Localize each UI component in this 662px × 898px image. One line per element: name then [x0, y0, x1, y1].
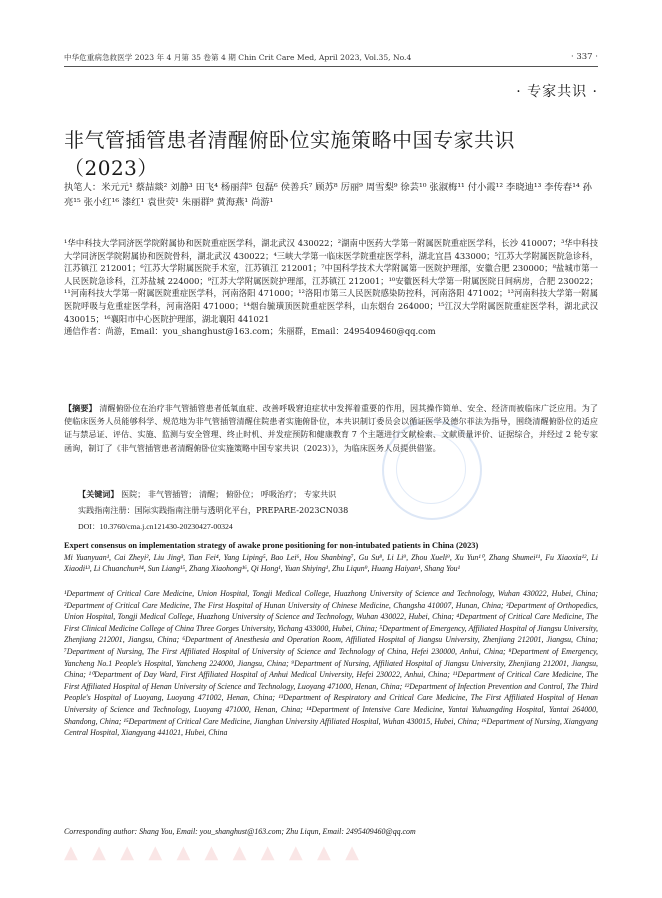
guideline-registration: 实践指南注册：国际实践指南注册与透明化平台，PREPARE-2023CN038	[78, 505, 349, 515]
affiliations-en: ¹Department of Critical Care Medicine, Union Hospital, Tongji Medical College, Huazhong University of Science and Technology, Wuhan 430022, Hubei, China; ²Department of Critical Care Medicine, The First Hospital of Hunan University of Chinese Medicine, Changsha 410007, Hunan, China; ³Department of Orthopedics, Union Hospital, Tongji Medical College, Huazhong University of Science and Technology, Wuhan 430022, Hubei, China; ⁴Department of Critical Care Medicine, The First Clinical Medicine College of China Three Gorges University, Yichang 433000, Hubei, China; ⁵Department of Emergency, Affiliated Hospital of Jiangsu University, Zhenjiang 212001, Jiangsu, China; ⁶Department of Anesthesia and Operation Room, Affiliated Hospital of Jiangsu University, Zhenjiang 212001, Jiangsu, China; ⁷Department of Nursing, The First Affiliated Hospital of University of Science and Technology of China, Hefei 230000, Anhui, China; ⁸Department of Emergency, Yancheng No.1 People's Hospital, Yancheng 224000, Jiangsu, China; ⁹Department of Nursing, Affiliated Hospital of Jiangsu University, Zhenjiang 212001, Jiangsu, China; ¹⁰Department of Day Ward, First Affiliated Hospital of Anhui Medical University, Hefei 230022, Anhui, China; ¹¹Department of Critical Care Medicine, The First Affiliated Hospital of Henan University of Science and Technology, Luoyang 471000, Henan, China; ¹²Department of Infection Prevention and Control, The Third People's Hospital of Luoyang, Luoyang 471002, Henan, China; ¹³Department of Respiratory and Critical Care Medicine, The First Affiliated Hospital of Henan University of Science and Technology, Luoyang 471000, Henan, China; ¹⁴Department of Intensive Care Medicine, Yantai Yuhuangding Hospital, Yantai 264000, Shandong, China; ¹⁵Department of Critical Care Medicine, Jianghan University Affiliated Hospital, Wuhan 430015, Hubei, China; ¹⁶Department of Nursing, Xiangyang Central Hospital, Xiangyang 441021, Hubei, China	[64, 589, 598, 738]
abstract-label: 【摘要】	[64, 403, 97, 413]
page-number: · 337 ·	[570, 52, 598, 62]
keywords-text: 医院； 非气管插管； 清醒； 俯卧位； 呼吸治疗； 专家共识	[121, 489, 337, 499]
keywords-label: 【关键词】	[78, 489, 119, 499]
keywords-cn	[78, 488, 598, 501]
article-title-cn: 非气管插管患者清醒俯卧位实施策略中国专家共识（2023）	[64, 128, 515, 181]
journal-citation: 中华危重病急救医学 2023 年 4 月第 35 卷第 4 期 Chin Crit Care Med, April 2023, Vol.35, No.4	[64, 53, 412, 62]
authors-cn: 执笔人：米元元¹ 蔡喆燚² 刘静³ 田飞⁴ 杨丽萍⁵ 包磊⁶ 侯善兵⁷ 顾苏⁸ 厉丽⁹ 周雪梨⁹ 徐芸¹⁰ 张淑梅¹¹ 付小霞¹² 李晓迪¹³ 李传春¹⁴ 孙亮¹⁵ 张小红¹⁶ 漆红¹ 袁世荧¹ 朱丽群⁹ 黄海燕¹ 尚游¹	[64, 182, 592, 208]
doi: DOI：10.3760/cma.j.cn121430-20230427-00324	[78, 522, 233, 531]
article-title-en: Expert consensus on implementation strategy of awake prone positioning for non-intubated patients in China (2023)	[64, 541, 479, 550]
corresponding-author-cn: 通信作者：尚游，Email：you_shanghust@163.com；朱丽群，Email：2495409460@qq.com	[64, 326, 436, 337]
corresponding-author-en: Corresponding author: Shang You, Email: you_shanghust@163.com; Zhu Liqun, Email: 2495409460@qq.com	[64, 827, 416, 836]
abstract-cn	[64, 402, 598, 455]
section-tag: · 专家共识 ·	[516, 84, 598, 100]
header-rule	[64, 66, 598, 67]
abstract-text: 清醒俯卧位在治疗非气管插管患者低氧血症、改善呼吸窘迫症状中发挥着重要的作用，因其操作简单、安全、经济而被临床广泛应用。为了使临床医务人员能够科学、规范地为非气管插管清醒住院患者实施俯卧位，本共识制订委员会以循证医学及德尔菲法为指导，围绕清醒俯卧位的适应证与禁忌证、评估、实施、监测与安全管理、终止时机、并发症预防和健康教育 7 个主题进行文献检索、文献质量评价、证据综合，并经过 2 轮专家函询，制订了《非气管插管患者清醒俯卧位实施策略中国专家共识（2023）》，为临床医务人员提供借鉴。	[64, 403, 598, 453]
authors-en: Mi Yuanyuan¹, Cai Zheyi², Liu Jing³, Tian Fei⁴, Yang Liping⁵, Bao Lei⁶, Hou Shanbing⁷, Gu Su⁸, Li Li⁹, Zhou Xueli⁹, Xu Yun¹⁰, Zhang Shumei¹¹, Fu Xiaoxia¹², Li Xiaodi¹³, Li Chuanchun¹⁴, Sun Liang¹⁵, Zhang Xiaohong¹⁶, Qi Hong¹, Yuan Shiying¹, Zhu Liqun⁹, Huang Haiyan¹, Shang You¹	[64, 553, 598, 574]
affiliations-cn-text: ¹华中科技大学同济医学院附属协和医院重症医学科，湖北武汉 430022；²湖南中医药大学第一附属医院重症医学科，长沙 410007；³华中科技大学同济医学院附属协和医院骨科，湖北武汉 430022；⁴三峡大学第一临床医学院重症医学科，湖北宜昌 433000；⁵江苏大学附属医院急诊科，江苏镇江 212001；⁶江苏大学附属医院手术室，江苏镇江 212001；⁷中国科学技术大学附属第一医院护理部，安徽合肥 230000；⁸盐城市第一人民医院急诊科，江苏盐城 224000；⁹江苏大学附属医院护理部，江苏镇江 212001；¹⁰安徽医科大学第一附属医院日间病房，合肥 230022；¹¹河南科技大学第一附属医院重症医学科，河南洛阳 471000；¹²洛阳市第三人民医院感染防控科，河南洛阳 471002；¹³河南科技大学第一附属医院呼吸与危重症医学科，河南洛阳 471000；¹⁴烟台毓璜顶医院重症医学科，山东烟台 264000；¹⁵江汉大学附属医院重症医学科，湖北武汉 430015；¹⁶襄阳市中心医院护理部，湖北襄阳 441021	[64, 238, 598, 324]
footer-watermark: ▲ ▲ ▲ ▲ ▲ ▲ ▲ ▲ ▲ ▲ ▲	[64, 842, 363, 863]
running-head	[64, 52, 598, 63]
affiliations-cn	[64, 237, 598, 338]
